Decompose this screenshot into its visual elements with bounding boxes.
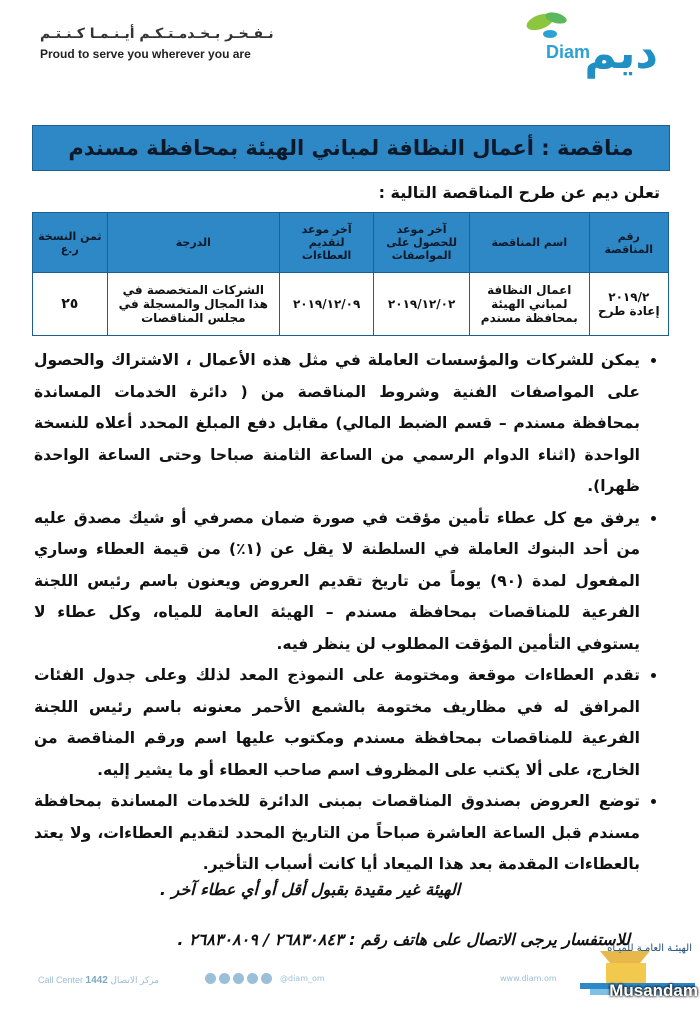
logo-ar: ديم <box>584 28 658 79</box>
call-center <box>38 975 159 986</box>
table-cell: ٢٠١٩/٢ إعادة طرح <box>589 273 668 336</box>
watermark: Musandam <box>609 981 698 1000</box>
table-cell: ٢٠١٩/١٢/٠٩ <box>280 273 374 336</box>
table-header: رقم المناقصة <box>589 213 668 273</box>
website-link[interactable]: www.diam.om <box>500 974 557 983</box>
closing-note: الهيئة غير مقيدة بقبول أقل أو أي عطاء آخر . <box>159 880 461 899</box>
table-header: ثمن النسخة ر.ع <box>33 213 108 273</box>
youtube-icon[interactable] <box>247 973 258 984</box>
corner-org-name: الهيئـة العامـة للميـاه <box>607 943 692 954</box>
call-center-ar: مركز الاتصال <box>110 975 160 985</box>
table-header: آخر موعد لتقديم العطاءات <box>280 213 374 273</box>
tender-title-banner: مناقصة : أعمال النظافة لمباني الهيئة بمحافظة مسندم <box>32 125 670 171</box>
table-cell: ٢٠١٩/١٢/٠٢ <box>374 273 470 336</box>
logo-en: Diam <box>546 42 591 62</box>
tender-table <box>32 212 669 336</box>
tagline-en: Proud to serve you wherever you are <box>40 47 251 61</box>
facebook-icon[interactable] <box>205 973 216 984</box>
contact-line: للاستفسار يرجى الاتصال على هاتف رقم : ٢٦٨٣٠٨٤٣ / ٢٦٨٣٠٨٠٩ . <box>177 930 630 949</box>
table-cell: الشركات المتخصصة في هذا المجال والمسجلة في مجلس المناقصات <box>107 273 280 336</box>
call-center-number: 1442 <box>85 975 108 986</box>
list-item: • توضع العروض بصندوق المناقصات بمبنى الدائرة للخدمات المساندة بمحافظة مسندم قبل الساعة العاشرة صباحاً من التاريخ المحدد لتقديم العطاءات، ولا يعتد بالعطاءات المقدمة بعد هذا الميعاد أيا كانت أسباب التأخير. <box>34 786 640 881</box>
corner-logo <box>540 943 700 1011</box>
list-item: • يرفق مع كل عطاء تأمين مؤقت في صورة ضمان مصرفي أو شيك مصدق عليه من أحد البنوك العاملة في السلطنة لا يقل عن (١٪) من قيمة العطاء وساري المفعول لمدة (٩٠) يوماً من تاريخ تقديم العروض ويعنون باسم رئيس اللجنة الفرعية للمناقصات بمحافظة مسندم – الهيئة العامة للمياه، وكل عطاء لا يستوفي التأمين المؤقت المطلوب لن ينظر فيه. <box>34 503 640 661</box>
linkedin-icon[interactable] <box>233 973 244 984</box>
social-icons <box>205 973 272 984</box>
conditions-list <box>34 345 666 881</box>
table-header: الدرجة <box>107 213 280 273</box>
intro-text: تعلن ديم عن طرح المناقصة التالية : <box>378 183 660 202</box>
table-row <box>33 273 669 336</box>
table-header-row <box>33 213 669 273</box>
instagram-icon[interactable] <box>219 973 230 984</box>
table-cell: ٢٥ <box>33 273 108 336</box>
call-center-label: Call Center <box>38 975 84 985</box>
tagline-ar: نـفـخـر بـخـدمـتـكـم أيـنـمـا كـنـتـم <box>40 26 274 42</box>
social-handle: @diam_om <box>280 974 325 983</box>
twitter-icon[interactable] <box>261 973 272 984</box>
list-item: • تقدم العطاءات موقعة ومختومة على النموذج المعد لذلك وعلى جدول الفئات المرافق له في مظاريف مختومة بالشمع الأحمر معنونه باسم رئيس اللجنة الفرعية للمناقصات بمحافظة مسندم ومكتوب عليها اسم ورقم المناقصة من الخارج، على ألا يكتب على المظروف اسم صاحب العطاء أو ما يشير إليه. <box>34 660 640 786</box>
table-cell: اعمال النظافة لمباني الهيئة بمحافظة مسندم <box>470 273 590 336</box>
diam-logo <box>510 8 660 98</box>
list-item: • يمكن للشركات والمؤسسات العاملة في مثل هذه الأعمال ، الاشتراك والحصول على المواصفات الفنية وشروط المناقصة من ( دائرة الخدمات المساندة بمحافظة مسندم – قسم الضبط المالي) مقابل دفع المبلغ المحدد أعلاه للنسخة الواحدة (اثناء الدوام الرسمي من الساعة الثامنة صباحا وحتى الساعة الواحدة ظهرا). <box>34 345 640 503</box>
table-header: اسم المناقصة <box>470 213 590 273</box>
footer <box>0 943 700 1011</box>
table-header: آخر موعد للحصول على المواصفات <box>374 213 470 273</box>
